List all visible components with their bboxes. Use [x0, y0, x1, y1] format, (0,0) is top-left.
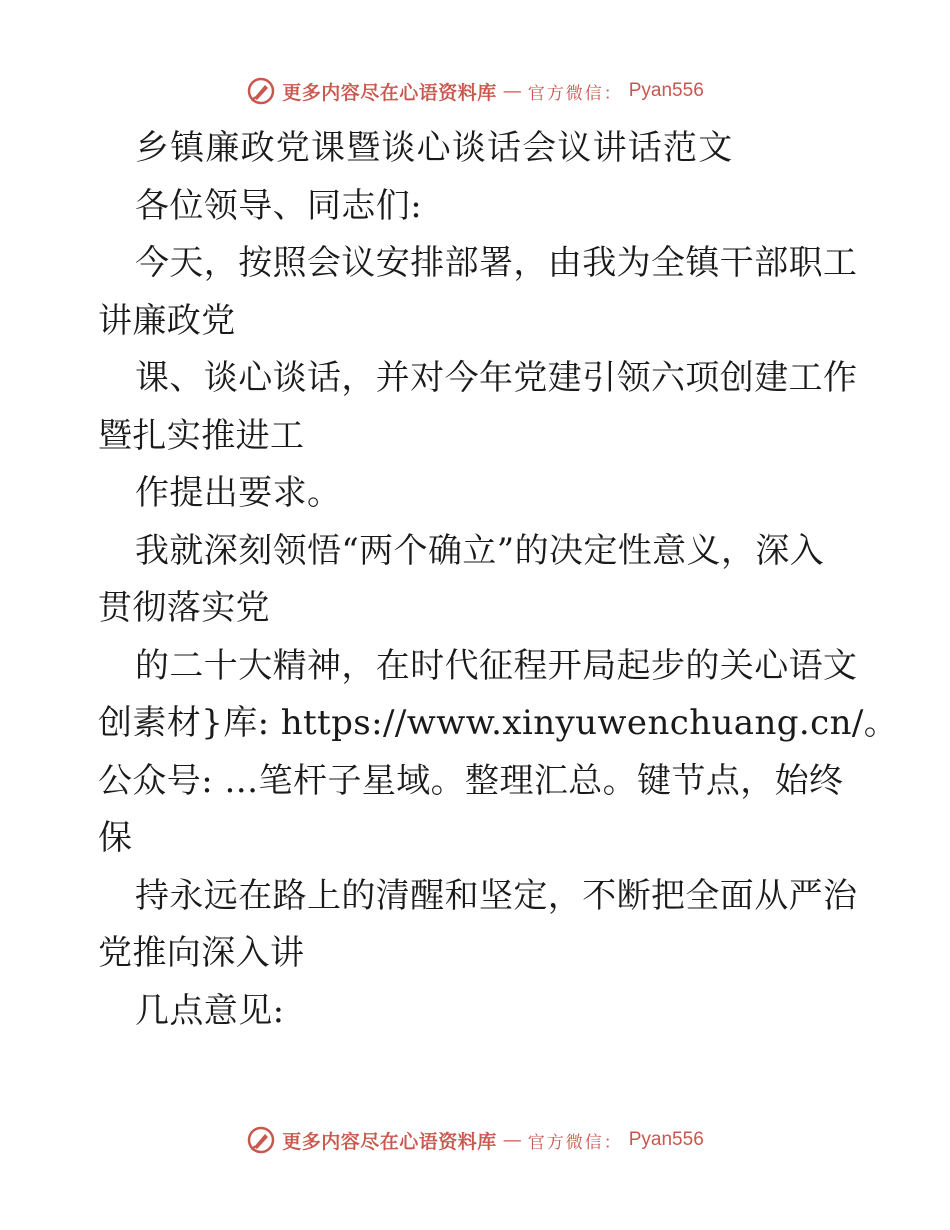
document-line: 创素材}库: https://www.xinyuwenchuang.cn/。 — [98, 703, 899, 743]
document-line: 各位领导、同志们: — [135, 185, 423, 226]
document-line: 我就深刻领悟“两个确立”的决定性意义，深入 — [135, 530, 825, 571]
watermark-wechat-label: 官方微信： — [527, 83, 623, 104]
document-line: 暨扎实推进工 — [98, 415, 305, 456]
document-line: 课、谈心谈话，并对今年党建引领六项创建工作 — [135, 358, 858, 398]
document-line: 的二十大精神，在时代征程开局起步的关心语文 — [135, 645, 858, 686]
document-title: 乡镇廉政党课暨谈心谈话会议讲话范文 — [135, 128, 734, 168]
watermark-wechat-id: Pyan556 — [628, 80, 704, 101]
header-watermark — [0, 71, 950, 111]
watermark-main-text: 更多内容尽在心语资料库 — [282, 1130, 497, 1153]
document-body — [98, 120, 899, 1040]
document-line: 党推向深入讲 — [98, 933, 305, 973]
document-line: 持永远在路上的清醒和坚定，不断把全面从严治 — [135, 875, 858, 916]
watermark-dash: — — [502, 80, 522, 102]
document-line: 几点意见: — [135, 990, 285, 1031]
watermark-main-text: 更多内容尽在心语资料库 — [282, 81, 497, 104]
document-line: 公众号: …笔杆子星域。整理汇总。键节点，始终 — [98, 760, 844, 801]
document-line: 贯彻落实党 — [98, 588, 270, 628]
watermark-wechat-id: Pyan556 — [628, 1129, 704, 1150]
document-line: 保 — [98, 818, 133, 858]
document-line: 今天，按照会议安排部署，由我为全镇干部职工 — [135, 243, 858, 283]
footer-watermark — [0, 1120, 950, 1160]
document-line: 作提出要求。 — [135, 473, 342, 513]
watermark-dash: — — [502, 1129, 522, 1151]
document-line: 讲廉政党 — [98, 300, 236, 341]
watermark-wechat-label: 官方微信： — [527, 1132, 623, 1153]
pen-logo-icon — [246, 76, 276, 106]
pen-logo-icon — [246, 1125, 276, 1155]
